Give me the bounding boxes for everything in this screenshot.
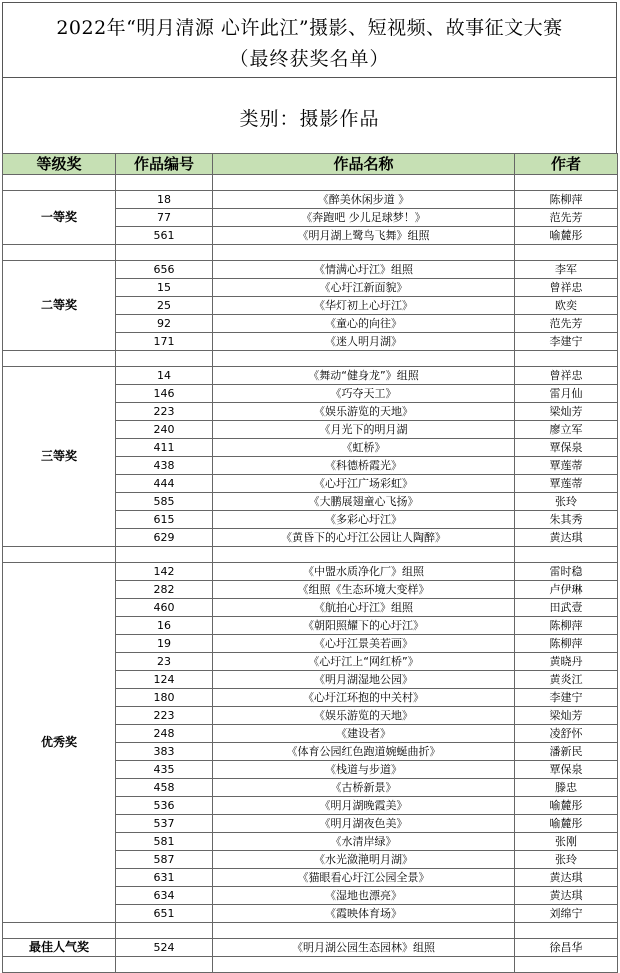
- spacer-cell: [515, 245, 618, 261]
- work-title-cell: 《明月湖夜色美》: [213, 815, 515, 833]
- author-cell: 张刚: [515, 833, 618, 851]
- work-title-cell: 《建设者》: [213, 725, 515, 743]
- work-title-cell: 《湿地也漂亮》: [213, 887, 515, 905]
- work-number-cell: 581: [116, 833, 213, 851]
- work-number-cell: 561: [116, 227, 213, 245]
- work-title-cell: 《醉美休闲步道 》: [213, 191, 515, 209]
- author-cell: 黄晓丹: [515, 653, 618, 671]
- author-cell: 凌舒怀: [515, 725, 618, 743]
- header-work-title: 作品名称: [213, 154, 515, 175]
- work-title-cell: 《奔跑吧 少儿足球梦！》: [213, 209, 515, 227]
- author-cell: 卢伊琳: [515, 581, 618, 599]
- author-cell: 覃保泉: [515, 761, 618, 779]
- work-title-cell: 《心圩江环抱的中关村》: [213, 689, 515, 707]
- work-number-cell: 15: [116, 279, 213, 297]
- work-number-cell: 458: [116, 779, 213, 797]
- work-title-cell: 《心圩江上“网红桥”》: [213, 653, 515, 671]
- work-title-cell: 《体育公园红色跑道婉蜒曲折》: [213, 743, 515, 761]
- spacer-cell: [515, 175, 618, 191]
- author-cell: 范先芳: [515, 209, 618, 227]
- spacer-cell: [213, 923, 515, 939]
- table-row: [3, 563, 618, 581]
- work-title-cell: 《水清岸绿》: [213, 833, 515, 851]
- work-number-cell: 615: [116, 511, 213, 529]
- author-cell: 范先芳: [515, 315, 618, 333]
- header-grade: 等级奖: [3, 154, 116, 175]
- work-number-cell: 180: [116, 689, 213, 707]
- table-row: [3, 367, 618, 385]
- author-cell: 陈柳萍: [515, 191, 618, 209]
- award-table-body: [3, 175, 618, 973]
- work-number-cell: 223: [116, 707, 213, 725]
- spacer-cell: [3, 547, 116, 563]
- spacer-cell: [116, 923, 213, 939]
- work-title-cell: 《黄昏下的心圩江公园让人陶醉》: [213, 529, 515, 547]
- work-title-cell: 《虹桥》: [213, 439, 515, 457]
- spacer-row: [3, 175, 618, 191]
- work-number-cell: 223: [116, 403, 213, 421]
- grade-first-prize: 一等奖: [3, 191, 116, 245]
- author-cell: 喻麓彤: [515, 797, 618, 815]
- work-title-cell: 《情满心圩江》组照: [213, 261, 515, 279]
- work-title-cell: 《猫眼看心圩江公园全景》: [213, 869, 515, 887]
- work-number-cell: 19: [116, 635, 213, 653]
- spacer-row: [3, 547, 618, 563]
- work-number-cell: 383: [116, 743, 213, 761]
- work-title-cell: 《多彩心圩江》: [213, 511, 515, 529]
- author-cell: 潘新民: [515, 743, 618, 761]
- grade-second-prize: 二等奖: [3, 261, 116, 351]
- author-cell: 雷时稳: [515, 563, 618, 581]
- spacer-cell: [116, 351, 213, 367]
- author-cell: 徐昌华: [515, 939, 618, 957]
- work-title-cell: 《月光下的明月湖: [213, 421, 515, 439]
- spacer-cell: [3, 351, 116, 367]
- contest-title: 2022年“明月清源 心许此江”摄影、短视频、故事征文大赛: [56, 17, 563, 39]
- author-cell: 张玲: [515, 851, 618, 869]
- contest-subtitle: （最终获奖名单）: [229, 48, 390, 70]
- title-block: [2, 2, 617, 78]
- spacer-cell: [3, 175, 116, 191]
- spacer-cell: [213, 547, 515, 563]
- spacer-cell: [515, 957, 618, 973]
- author-cell: 曾祥忠: [515, 367, 618, 385]
- spacer-cell: [213, 957, 515, 973]
- spacer-cell: [213, 175, 515, 191]
- table-row: [3, 939, 618, 957]
- work-number-cell: 631: [116, 869, 213, 887]
- author-cell: 陈柳萍: [515, 635, 618, 653]
- spacer-cell: [515, 547, 618, 563]
- grade-third-prize: 三等奖: [3, 367, 116, 547]
- work-number-cell: 124: [116, 671, 213, 689]
- work-title-cell: 《心圩江景美若画》: [213, 635, 515, 653]
- work-number-cell: 537: [116, 815, 213, 833]
- work-title-cell: 《明月湖晚霞美》: [213, 797, 515, 815]
- author-cell: 朱其秀: [515, 511, 618, 529]
- work-number-cell: 16: [116, 617, 213, 635]
- author-cell: 李军: [515, 261, 618, 279]
- work-number-cell: 411: [116, 439, 213, 457]
- work-title-cell: 《迷人明月湖》: [213, 333, 515, 351]
- author-cell: 陈柳萍: [515, 617, 618, 635]
- spacer-cell: [515, 923, 618, 939]
- work-number-cell: 585: [116, 493, 213, 511]
- spacer-cell: [213, 245, 515, 261]
- spacer-cell: [3, 245, 116, 261]
- work-title-cell: 《霞映体育场》: [213, 905, 515, 923]
- author-cell: 喻麓彤: [515, 227, 618, 245]
- work-number-cell: 92: [116, 315, 213, 333]
- work-number-cell: 438: [116, 457, 213, 475]
- spacer-cell: [3, 957, 116, 973]
- work-title-cell: 《心圩江广场彩虹》: [213, 475, 515, 493]
- author-cell: 梁灿芳: [515, 403, 618, 421]
- work-title-cell: 《巧夺天工》: [213, 385, 515, 403]
- author-cell: 黄达琪: [515, 529, 618, 547]
- author-cell: 欧奕: [515, 297, 618, 315]
- spacer-cell: [515, 351, 618, 367]
- work-title-cell: 《明月湖上鹭鸟飞舞》组照: [213, 227, 515, 245]
- work-title-cell: 《明月湖公园生态园林》组照: [213, 939, 515, 957]
- spacer-cell: [213, 351, 515, 367]
- category-block: [2, 77, 617, 154]
- spacer-row: [3, 351, 618, 367]
- author-cell: 喻麓彤: [515, 815, 618, 833]
- work-number-cell: 656: [116, 261, 213, 279]
- author-cell: 曾祥忠: [515, 279, 618, 297]
- spacer-row: [3, 957, 618, 973]
- work-number-cell: 18: [116, 191, 213, 209]
- work-number-cell: 171: [116, 333, 213, 351]
- work-number-cell: 524: [116, 939, 213, 957]
- author-cell: 张玲: [515, 493, 618, 511]
- spacer-cell: [116, 547, 213, 563]
- spacer-row: [3, 245, 618, 261]
- work-title-cell: 《心圩江新面貌》: [213, 279, 515, 297]
- grade-excellence-prize: 优秀奖: [3, 563, 116, 923]
- header-author: 作者: [515, 154, 618, 175]
- work-number-cell: 435: [116, 761, 213, 779]
- spacer-row: [3, 923, 618, 939]
- work-title-cell: 《水光潋滟明月湖》: [213, 851, 515, 869]
- work-title-cell: 《娱乐游览的天地》: [213, 403, 515, 421]
- author-cell: 梁灿芳: [515, 707, 618, 725]
- spacer-cell: [116, 175, 213, 191]
- work-number-cell: 282: [116, 581, 213, 599]
- work-title-cell: 《朝阳照耀下的心圩江》: [213, 617, 515, 635]
- work-title-cell: 《华灯初上心圩江》: [213, 297, 515, 315]
- author-cell: 黄达琪: [515, 887, 618, 905]
- author-cell: 覃莲蒂: [515, 475, 618, 493]
- work-number-cell: 142: [116, 563, 213, 581]
- spacer-cell: [3, 923, 116, 939]
- work-number-cell: 77: [116, 209, 213, 227]
- work-number-cell: 14: [116, 367, 213, 385]
- work-title-cell: 《栈道与步道》: [213, 761, 515, 779]
- work-number-cell: 651: [116, 905, 213, 923]
- work-title-cell: 《大鹏展翅童心飞扬》: [213, 493, 515, 511]
- work-number-cell: 23: [116, 653, 213, 671]
- work-title-cell: 《组照《生态环境大变样》: [213, 581, 515, 599]
- work-number-cell: 444: [116, 475, 213, 493]
- work-number-cell: 536: [116, 797, 213, 815]
- author-cell: 滕忠: [515, 779, 618, 797]
- work-title-cell: 《古桥新景》: [213, 779, 515, 797]
- work-number-cell: 587: [116, 851, 213, 869]
- author-cell: 李建宁: [515, 689, 618, 707]
- award-sheet: [2, 2, 617, 967]
- work-title-cell: 《中盟水质净化厂》组照: [213, 563, 515, 581]
- spacer-cell: [116, 245, 213, 261]
- table-row: [3, 191, 618, 209]
- work-number-cell: 146: [116, 385, 213, 403]
- work-number-cell: 248: [116, 725, 213, 743]
- work-title-cell: 《科德桥霞光》: [213, 457, 515, 475]
- author-cell: 黄炎江: [515, 671, 618, 689]
- author-cell: 田武壹: [515, 599, 618, 617]
- work-number-cell: 460: [116, 599, 213, 617]
- table-row: [3, 261, 618, 279]
- work-title-cell: 《童心的向往》: [213, 315, 515, 333]
- award-table: [2, 153, 618, 973]
- work-title-cell: 《明月湖湿地公园》: [213, 671, 515, 689]
- header-row: [3, 154, 618, 175]
- spacer-cell: [116, 957, 213, 973]
- author-cell: 覃莲蒂: [515, 457, 618, 475]
- work-title-cell: 《航拍心圩江》组照: [213, 599, 515, 617]
- author-cell: 刘绵宁: [515, 905, 618, 923]
- work-number-cell: 240: [116, 421, 213, 439]
- category-label: 类别：摄影作品: [239, 108, 380, 130]
- grade-popularity-prize: 最佳人气奖: [3, 939, 116, 957]
- author-cell: 廖立军: [515, 421, 618, 439]
- author-cell: 雷月仙: [515, 385, 618, 403]
- work-number-cell: 25: [116, 297, 213, 315]
- author-cell: 黄达琪: [515, 869, 618, 887]
- author-cell: 李建宁: [515, 333, 618, 351]
- work-number-cell: 634: [116, 887, 213, 905]
- author-cell: 覃保泉: [515, 439, 618, 457]
- work-number-cell: 629: [116, 529, 213, 547]
- header-work-number: 作品编号: [116, 154, 213, 175]
- work-title-cell: 《舞动“健身龙”》组照: [213, 367, 515, 385]
- work-title-cell: 《娱乐游览的天地》: [213, 707, 515, 725]
